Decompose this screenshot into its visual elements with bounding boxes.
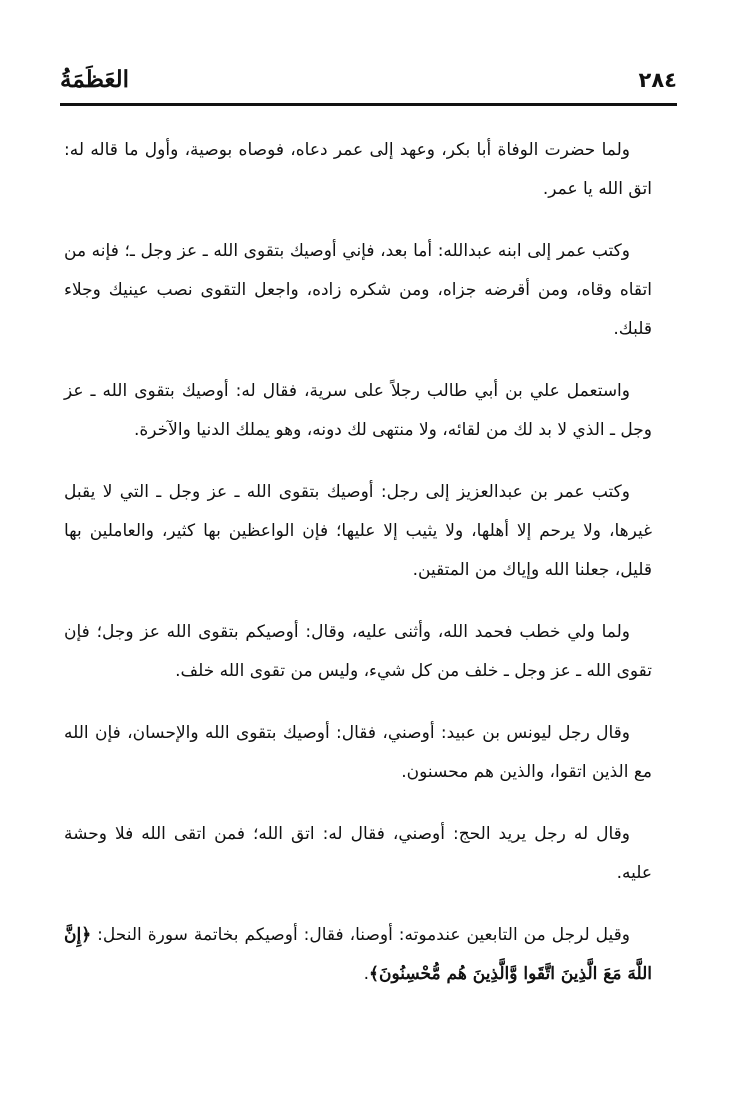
header-rule (60, 103, 677, 106)
page-body (64, 131, 652, 1017)
page-header (60, 66, 677, 100)
paragraph: واستعمل علي بن أبي طالب رجلاً على سرية، فقال له: أوصيك بتقوى الله ـ عز وجل ـ الذي لا بد لك من لقائه، ولا منتهى لك دونه، وهو يملك الدنيا والآخرة. (64, 381, 652, 440)
paragraph-text: وقيل لرجل من التابعين عندموته: أوصنا، فقال: أوصيكم بخاتمة سورة النحل: (91, 925, 630, 945)
page-number: ٢٨٤ (638, 68, 677, 92)
book-title: العَظَمَةُ (60, 66, 129, 93)
quran-verse: ﴿إِنَّ اللَّهَ مَعَ الَّذِينَ اتَّقَوا وَّالَّذِينَ هُم مُّحْسِنُونَ﴾ (64, 925, 652, 984)
paragraph: ولما ولي خطب فحمد الله، وأثنى عليه، وقال: أوصيكم بتقوى الله عز وجل؛ فإن تقوى الله ـ عز وجل ـ خلف من كل شيء، وليس من تقوى الله خلف. (64, 622, 652, 681)
paragraph: وقال له رجل يريد الحج: أوصني، فقال له: اتق الله؛ فمن اتقى الله فلا وحشة عليه. (64, 824, 652, 883)
paragraph: وكتب عمر إلى ابنه عبدالله: أما بعد، فإني أوصيك بتقوى الله ـ عز وجل ـ؛ فإنه من اتقاه وقاه، ومن أقرضه جزاه، ومن شكره زاده، واجعل التقوى نصب عينيك وجلاء قلبك. (64, 241, 652, 339)
paragraph-with-quran-verse (64, 916, 652, 994)
paragraph: وقال رجل ليونس بن عبيد: أوصني، فقال: أوصيك بتقوى الله والإحسان، فإن الله مع الذين اتقوا، والذين هم محسنون. (64, 723, 652, 782)
paragraph: وكتب عمر بن عبدالعزيز إلى رجل: أوصيك بتقوى الله ـ عز وجل ـ التي لا يقبل غيرها، ولا يرحم إلا أهلها، ولا يثيب إلا عليها؛ فإن الواعظين بها كثير، والعاملين بها قليل، جعلنا الله وإياك من المتقين. (64, 482, 652, 580)
paragraph-tail: . (363, 964, 370, 984)
paragraph: ولما حضرت الوفاة أبا بكر، وعهد إلى عمر دعاه، فوصاه بوصية، وأول ما قاله له: اتق الله يا عمر. (64, 140, 652, 199)
